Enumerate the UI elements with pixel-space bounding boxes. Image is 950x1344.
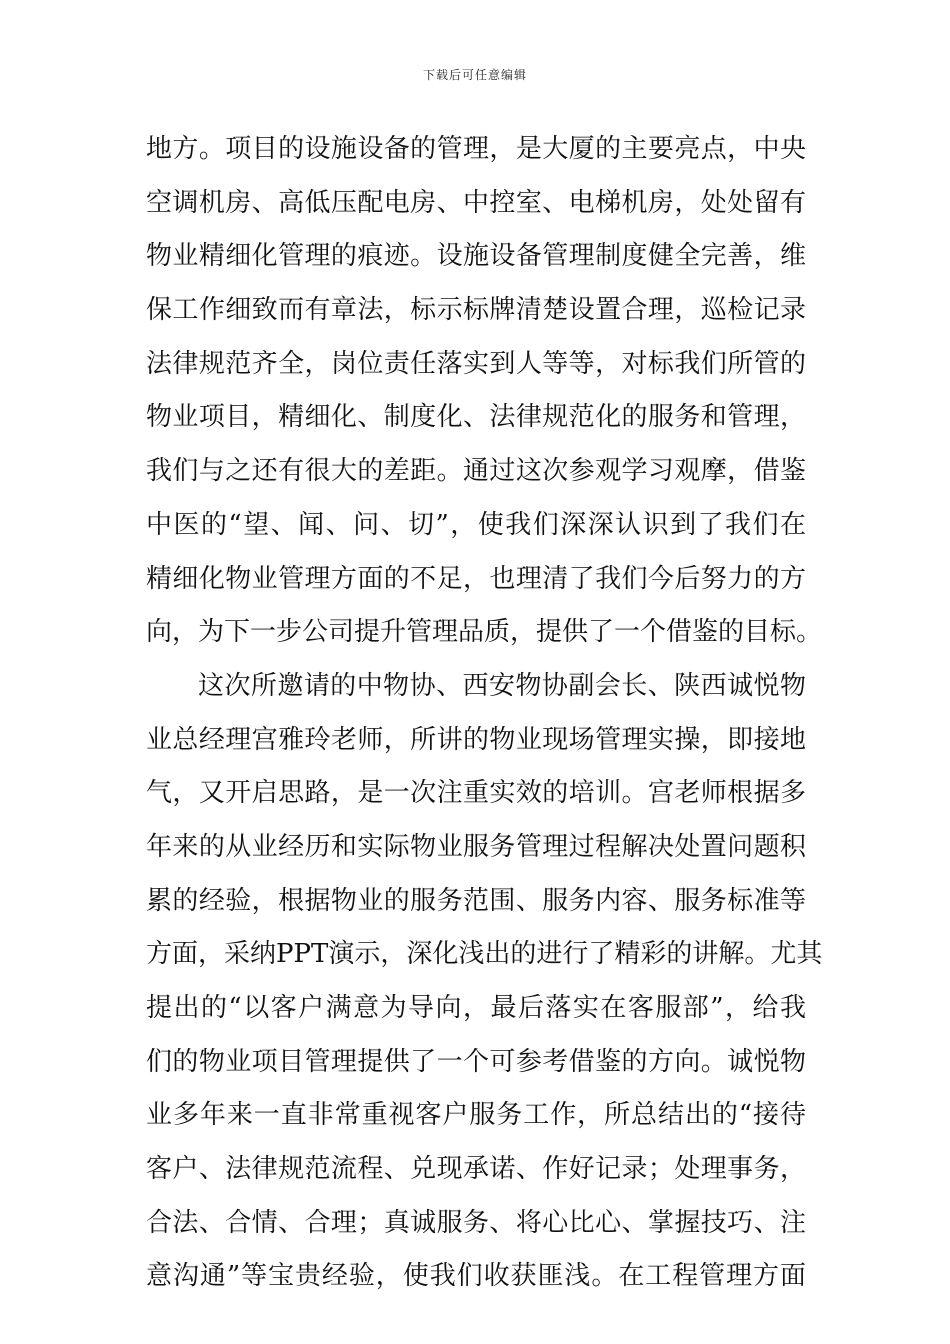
text-line: 气，又开启思路，是一次注重实效的培训。宫老师根据多 [146,778,806,809]
text-line: 保工作细致而有章法，标示标牌清楚设置合理，巡检记录 [146,295,806,326]
text-line: 向，为下一步公司提升管理品质，提供了一个借鉴的目标。 [146,617,823,648]
text-line: 法律规范齐全，岗位责任落实到人等等，对标我们所管的 [146,348,806,379]
text-line: 地方。项目的设施设备的管理，是大厦的主要亮点，中央 [146,134,806,164]
text-line: 年来的从业经历和实际物业服务管理过程解决处置问题积 [146,831,806,862]
paragraph-1 [146,123,823,660]
text-line: 物业项目，精细化、制度化、法律规范化的服务和管理， [146,402,806,433]
text-line: 业多年来一直非常重视客户服务工作，所总结出的“接待 [146,1100,806,1131]
text-line: 业总经理宫雅玲老师，所讲的物业现场管理实操，即接地 [146,724,806,755]
text-line: 物业精细化管理的痕迹。设施设备管理制度健全完善，维 [146,241,806,272]
text-line: 们的物业项目管理提供了一个可参考借鉴的方向。诚悦物 [146,1046,806,1077]
text-line: 中医的“望、闻、问、切”，使我们深深认识到了我们在 [146,509,806,540]
text-line: 方面，采纳PPT演示，深化浅出的进行了精彩的讲解。尤其 [146,939,823,970]
text-line: 精细化物业管理方面的不足，也理清了我们今后努力的方 [146,563,806,594]
paragraph-2 [146,660,823,1304]
text-line: 空调机房、高低压配电房、中控室、电梯机房，处处留有 [146,187,806,218]
body-text [146,123,823,1304]
text-line: 我们与之还有很大的差距。通过这次参观学习观摩，借鉴 [146,456,806,487]
text-line: 意沟通”等宝贵经验，使我们收获匪浅。在工程管理方面 [146,1261,806,1292]
header-note: 下载后可任意编辑 [422,68,527,82]
text-line: 客户、法律规范流程、兑现承诺、作好记录；处理事务， [146,1154,806,1185]
text-line: 累的经验，根据物业的服务范围、服务内容、服务标准等 [146,885,806,916]
text-line: 合法、合情、合理；真诚服务、将心比心、掌握技巧、注 [146,1207,806,1238]
text-line: 这次所邀请的中物协、西安物协副会长、陕西诚悦物 [198,670,806,701]
text-line: 提出的“以客户满意为导向，最后落实在客服部”，给我 [146,993,806,1023]
